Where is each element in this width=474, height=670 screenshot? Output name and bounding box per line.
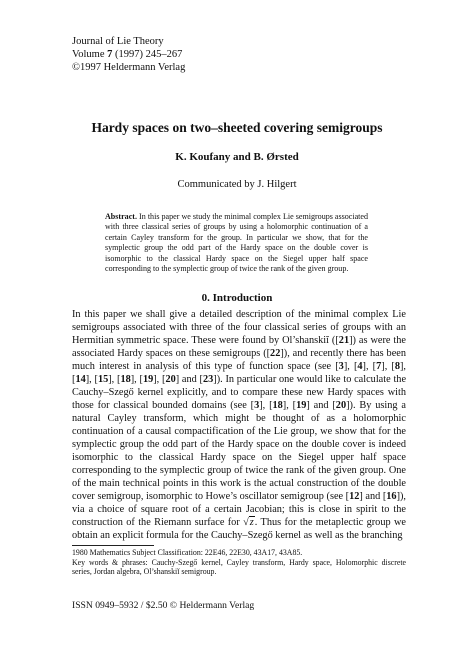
footnotes [72,548,406,577]
body-text-segment: ], [ [343,361,358,372]
footnote-rule [72,545,154,546]
body-text-segment: ] and [ [306,400,336,411]
body-text-segment: ]), and recently there has been much interest in analysis of this type of function space (see [ [72,348,406,372]
sqrt-symbol: √ [243,517,249,528]
body-text-segment: ], [ [108,374,121,385]
body-text-segment: ]), via a choice of square root of a certain Jacobian; this is close in spirit to the construction of the Riemann surface for [72,491,407,528]
volume-prefix: Volume [72,49,108,60]
body-text-segment: ], [ [259,400,273,411]
communicated-by: Communicated by J. Hilgert [177,179,297,190]
body-text-segment: ], [ [381,361,395,372]
sqrt-expression [243,516,255,528]
citation-ref[interactable]: 22 [270,348,281,359]
section-heading: 0. Introduction [201,292,273,304]
volume-number: 7 [107,49,113,60]
body-text-segment: ], [ [85,374,98,385]
citation-ref[interactable]: 18 [272,400,283,411]
citation-ref[interactable]: 19 [142,374,154,385]
body-text-segment: ] and [ [175,374,203,385]
body-text-segment: ] and [ [359,491,387,502]
journal-name: Journal of Lie Theory [72,36,164,47]
citation-ref[interactable]: 23 [202,374,214,385]
abstract-label: Abstract. [105,212,137,221]
paper-title: Hardy spaces on two–sheeted covering semigroups [91,120,383,135]
issn-line: ISSN 0949–5932 / $2.50 © Heldermann Verlag [72,600,255,611]
journal-header [72,35,185,74]
body-text-segment: ], [ [72,361,406,385]
citation-ref[interactable]: 7 [376,361,382,372]
abstract [105,212,368,274]
body-text-segment: ], [ [282,400,297,411]
citation-ref[interactable]: 12 [349,491,360,502]
body-text-segment: . Thus for the metaplectic group we obtain an explicit formula for the Cauchy–Szegő kernel as well as the branching [72,517,406,541]
volume-suffix: (1997) 245–267 [112,49,183,60]
citation-ref[interactable]: 3 [338,361,344,372]
copyright-line: ©1997 Heldermann Verlag [72,62,186,73]
paper-authors: K. Koufany and B. Ørsted [175,151,299,163]
msc-classification: 1980 Mathematics Subject Classification: 22E46, 22E30, 43A17, 43A85. [72,548,303,557]
body-text-segment: ], [ [130,374,143,385]
keywords: Key words & phrases: Cauchy-Szegő kernel, Cayley transform, Hardy space, Holomorphic discrete series, Jordan algebra, Ol’shanskiĭ semigroup. [72,557,406,577]
body-text-segment: ]). In particular one would like to calculate the Cauchy–Szegő kernel explicitly, and to compare these new Hardy spaces with those for classical bounded domains (see [ [72,374,407,411]
citation-ref[interactable]: 20 [335,400,347,411]
citation-ref[interactable]: 15 [97,374,109,385]
sqrt-variable: z [249,517,254,528]
body-text-segment: ], [ [362,361,377,372]
citation-ref[interactable]: 14 [75,374,86,385]
citation-ref[interactable]: 21 [338,335,350,346]
volume-line [72,48,185,61]
citation-ref[interactable]: 20 [165,374,176,385]
introduction-paragraph [72,308,406,542]
body-text-segment: ]). By using a natural Cayley transform, which might be thought of as a holomorphic continuation of a causal compactification of the Lie group, we show that for the symplectic group the odd part of the Hardy space on the double cover is indeed isomorphic to the classical Hardy space on the Siegel upper half space corresponding to the symplectic group of twice the rank of the given group. One of the main technical points in this work is the actual construction of the double cover semigroup, isomorphic to Howe’s oscillator semigroup (see [ [72,400,406,502]
abstract-text: In this paper we study the minimal complex Lie semigroups associated with three classical series of groups by using a holomorphic continuation of a certain Cayley transform for the group. In particular we show, that for the symplectic group the odd part of the Hardy space on the double cover is isomorphic to the classical Hardy space on the Siegel upper half space corresponding to the symplectic group of twice the rank of the given group. [105,212,369,274]
citation-ref[interactable]: 19 [296,400,307,411]
citation-ref[interactable]: 4 [357,361,363,372]
body-text-segment: ]) as were the associated Hardy spaces on these semigroups ([ [72,335,406,359]
body-text-segment: ], [ [153,374,166,385]
body-text-segment: In this paper we shall give a detailed description of the minimal complex Lie semigroups associated with three of the four classical series of groups with an Hermitian symmetric space. These were found by Ol’shanskiĭ ([ [72,309,406,346]
citation-ref[interactable]: 3 [254,400,260,411]
citation-ref[interactable]: 16 [386,491,397,502]
citation-ref[interactable]: 8 [394,361,400,372]
citation-ref[interactable]: 18 [120,374,131,385]
